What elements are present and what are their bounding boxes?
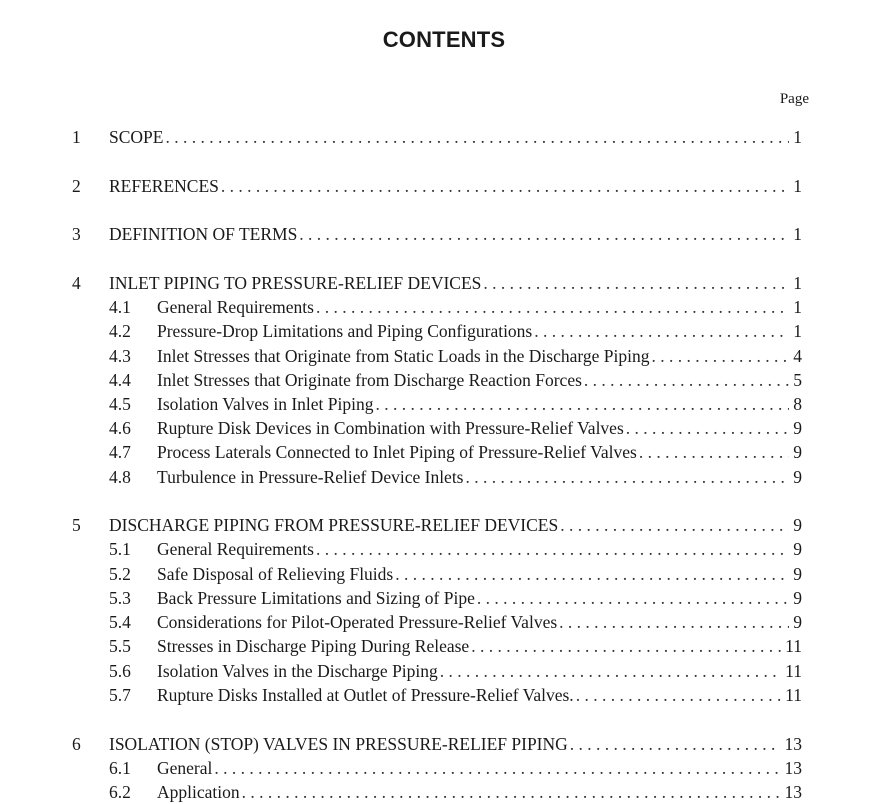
toc-entry-title: General Requirements (157, 297, 314, 317)
toc-entry-title: Rupture Disks Installed at Outlet of Pressure-Relief Valves. (157, 685, 574, 705)
toc-entry-number: 2 (72, 176, 81, 196)
page-column-label: Page (779, 91, 809, 107)
dot-leader (440, 659, 781, 683)
dot-leader (626, 416, 789, 440)
toc-entry-title: REFERENCES (109, 176, 219, 196)
toc-entry-title: Considerations for Pilot-Operated Pressure-Relief Valves (157, 612, 558, 632)
toc-entry (0, 174, 888, 198)
toc-entry-line (109, 222, 802, 246)
toc-entry-line (109, 271, 802, 295)
toc-entry-line (157, 416, 802, 440)
toc-entry-page: 8 (793, 394, 802, 414)
toc-entry-title: Process Laterals Connected to Inlet Piping of Pressure-Relief Valves (157, 442, 637, 462)
dot-leader (221, 174, 789, 198)
toc-entry (0, 271, 888, 295)
toc-entry-title: Isolation Valves in the Discharge Piping (157, 661, 438, 681)
toc-entry-number: 5.6 (109, 661, 131, 681)
dot-leader (242, 780, 781, 804)
toc-entry-number: 5.7 (109, 685, 131, 705)
toc-entry-page: 4 (793, 346, 802, 366)
toc-entry-page: 9 (793, 515, 802, 535)
toc-entry-number: 4.8 (109, 467, 131, 487)
toc-entry-title: Rupture Disk Devices in Combination with Pressure-Relief Valves (157, 418, 624, 438)
toc-entry (0, 732, 888, 756)
dot-leader (316, 537, 789, 561)
toc-entry (0, 295, 888, 319)
toc-entry (0, 319, 888, 343)
dot-leader (395, 562, 789, 586)
toc-entry (0, 586, 888, 610)
toc-entry-number: 4.1 (109, 297, 131, 317)
toc-entry (0, 368, 888, 392)
dot-leader (375, 392, 789, 416)
toc-entry-line (157, 319, 802, 343)
toc-entry-title: General (157, 758, 213, 778)
toc-entry-page: 11 (785, 636, 802, 656)
toc-entry-page: 9 (793, 467, 802, 487)
toc-entry (0, 440, 888, 464)
dot-leader (639, 440, 789, 464)
toc-entry-number: 5.5 (109, 636, 131, 656)
toc-entry (0, 780, 888, 804)
toc-entry-number: 1 (72, 127, 81, 147)
toc-entry-number: 4.4 (109, 370, 131, 390)
toc-entry-page: 13 (784, 758, 802, 778)
toc-entry-page: 9 (793, 588, 802, 608)
dot-leader (471, 634, 781, 658)
toc-entry (0, 344, 888, 368)
toc-entry-number: 4 (72, 273, 81, 293)
toc-entry-number: 5.1 (109, 539, 131, 559)
toc-entry-number: 5.3 (109, 588, 131, 608)
toc-entry-number: 4.5 (109, 394, 131, 414)
toc-entry (0, 513, 888, 537)
dot-leader (560, 513, 789, 537)
toc-entry-page: 9 (793, 418, 802, 438)
toc-entry-title: Safe Disposal of Relieving Fluids (157, 564, 394, 584)
toc-entry-number: 5.2 (109, 564, 131, 584)
toc-entry (0, 659, 888, 683)
toc-entry-title: Stresses in Discharge Piping During Release (157, 636, 470, 656)
toc-entry-title: Pressure-Drop Limitations and Piping Configurations (157, 321, 533, 341)
toc-entry-title: DISCHARGE PIPING FROM PRESSURE-RELIEF DEVICES (109, 515, 559, 535)
toc-entry-title: General Requirements (157, 539, 314, 559)
dot-leader (466, 465, 790, 489)
toc-entry-line (109, 513, 802, 537)
toc-entry-line (157, 440, 802, 464)
toc-entry-line (157, 368, 802, 392)
toc-entry-page: 9 (793, 539, 802, 559)
dot-leader (214, 756, 780, 780)
toc-entry-page: 9 (793, 442, 802, 462)
toc-entry-number: 4.7 (109, 442, 131, 462)
toc-entry (0, 125, 888, 149)
toc-entry-title: Back Pressure Limitations and Sizing of Pipe (157, 588, 475, 608)
toc-entry-title: INLET PIPING TO PRESSURE-RELIEF DEVICES (109, 273, 482, 293)
toc-entry-line (157, 295, 802, 319)
toc-entry-title: Inlet Stresses that Originate from Discharge Reaction Forces (157, 370, 582, 390)
toc-entry (0, 222, 888, 246)
toc-entry-number: 6 (72, 734, 81, 754)
toc-entry-line (157, 562, 802, 586)
toc-entry-line (157, 756, 802, 780)
toc-entry-line (157, 392, 802, 416)
toc-entry-title: DEFINITION OF TERMS (109, 224, 298, 244)
toc-entry-number: 6.2 (109, 782, 131, 802)
toc-entry-page: 11 (785, 685, 802, 705)
toc-entry-number: 3 (72, 224, 81, 244)
toc-entry-page: 1 (793, 224, 802, 244)
toc-entry (0, 465, 888, 489)
toc-entry-page: 1 (793, 176, 802, 196)
toc-entry-line (157, 465, 802, 489)
toc-entry-number: 4.2 (109, 321, 131, 341)
toc-entry-page: 13 (784, 782, 802, 802)
toc-entry-page: 13 (784, 734, 802, 754)
dot-leader (652, 344, 790, 368)
dot-leader (576, 683, 781, 707)
dot-leader (316, 295, 789, 319)
toc-entry-line (157, 586, 802, 610)
dot-leader (570, 732, 781, 756)
toc-entry-number: 5.4 (109, 612, 131, 632)
dot-leader (584, 368, 789, 392)
toc-entry (0, 683, 888, 707)
toc-entry-line (109, 732, 802, 756)
toc-entry-title: ISOLATION (STOP) VALVES IN PRESSURE-RELIEF PIPING (109, 734, 568, 754)
toc-entry (0, 562, 888, 586)
toc-entry-number: 4.3 (109, 346, 131, 366)
toc-entry-line (157, 659, 802, 683)
toc-entry (0, 610, 888, 634)
toc-entry (0, 756, 888, 780)
dot-leader (534, 319, 789, 343)
toc-entry-title: Isolation Valves in Inlet Piping (157, 394, 374, 414)
toc-entry-line (157, 344, 802, 368)
toc-entry-number: 6.1 (109, 758, 131, 778)
toc-entry-page: 9 (793, 564, 802, 584)
toc-entry-page: 9 (793, 612, 802, 632)
toc-entry (0, 634, 888, 658)
toc-entry (0, 537, 888, 561)
toc-entry (0, 392, 888, 416)
toc-entry-line (157, 634, 802, 658)
toc-entry-page: 5 (793, 370, 802, 390)
toc-entry-page: 11 (785, 661, 802, 681)
toc-entry-page: 1 (793, 321, 802, 341)
toc-entry-line (157, 610, 802, 634)
page-title: CONTENTS (382, 27, 506, 52)
toc-entry-line (157, 683, 802, 707)
toc-entry-line (157, 780, 802, 804)
toc-entry-number: 4.6 (109, 418, 131, 438)
dot-leader (165, 125, 789, 149)
toc-entry-title: Inlet Stresses that Originate from Static Loads in the Discharge Piping (157, 346, 650, 366)
toc-entry-number: 5 (72, 515, 81, 535)
toc-entry-line (157, 537, 802, 561)
dot-leader (299, 222, 789, 246)
toc-entry-page: 1 (793, 127, 802, 147)
toc-entry-page: 1 (793, 273, 802, 293)
toc-entry-line (109, 125, 802, 149)
toc-entry-title: SCOPE (109, 127, 164, 147)
toc-entry-page: 1 (793, 297, 802, 317)
dot-leader (559, 610, 789, 634)
dot-leader (477, 586, 789, 610)
toc-entry (0, 416, 888, 440)
dot-leader (483, 271, 789, 295)
toc-entry-title: Turbulence in Pressure-Relief Device Inlets (157, 467, 464, 487)
toc-entry-title: Application (157, 782, 240, 802)
toc-entry-line (109, 174, 802, 198)
